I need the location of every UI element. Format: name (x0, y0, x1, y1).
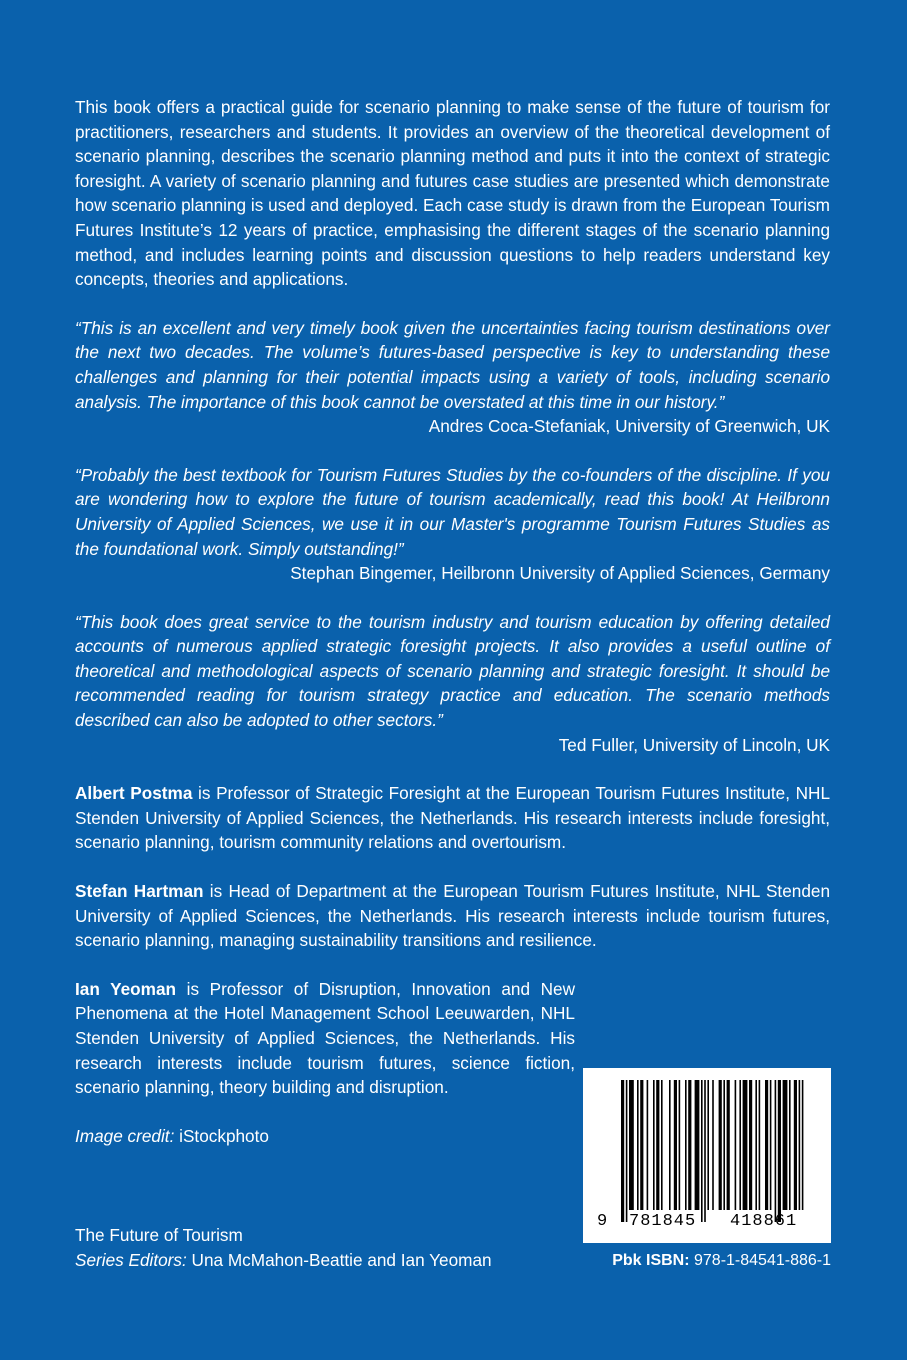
author-name-2: Stefan Hartman (75, 881, 204, 902)
barcode (583, 1068, 831, 1243)
isbn-label: Pbk ISBN: (612, 1252, 690, 1269)
series-info (75, 1223, 492, 1272)
author-bio-3 (75, 977, 575, 1100)
series-title: The Future of Tourism (75, 1225, 243, 1245)
series-editors-names: Una McMahon-Beattie and Ian Yeoman (186, 1249, 492, 1270)
book-description: This book offers a practical guide for scenario planning to make sense of the future of tourism for practitioners, researchers and students. It provides an overview of the theoretical development of scenario planning, describes the scenario planning method and puts it into the context of strategic foresight. A variety of scenario planning and futures case studies are presented which demonstrate how scenario planning is used and deployed. Each case study is drawn from the European Tourism Futures Institute’s 12 years of practice, emphasising the different stages of the scenario planning method, and includes learning points and discussion questions to help readers understand key concepts, theories and applications. (75, 97, 830, 290)
barcode-group-2: 418861 (730, 1212, 798, 1231)
author-name-1: Albert Postma (75, 783, 193, 804)
author-bio-text-1: is Professor of Strategic Foresight at the European Tourism Futures Institute, NHL Stenden University of Applied Sciences, the Netherlands. His research interests include foresight, scenario planning, tourism community relations and overtourism. (75, 783, 830, 853)
author-bio-text-2: is Head of Department at the European Tourism Futures Institute, NHL Stenden University of Applied Sciences, the Netherlands. His research interests include tourism futures, scenario planning, managing sustainability transitions and resilience. (75, 881, 830, 951)
series-editors-label: Series Editors: (75, 1249, 187, 1270)
image-credit-label: Image credit: (75, 1125, 175, 1146)
author-bio-2 (75, 879, 830, 953)
review-quote-1: “This is an excellent and very timely book given the uncertainties facing tourism destinations over the next two decades. The volume’s futures-based perspective is key to understanding these challenges and planning for their potential impacts using a variety of tools, including scenario analysis. The importance of this book cannot be overstated at this time in our history.” (75, 317, 830, 412)
author-name-3: Ian Yeoman (75, 978, 177, 999)
author-bio-text-3: is Professor of Disruption, Innovation and New Phenomena at the Hotel Management School Leeuwarden, NHL Stenden University of Applied Sciences, the Netherlands. His research interests include tourism futures, science fiction, scenario planning, theory building and disruption. (75, 978, 575, 1098)
review-attribution-1: Andres Coca-Stefaniak, University of Greenwich, UK (428, 416, 830, 437)
isbn-value: 978-1-84541-886-1 (689, 1252, 831, 1269)
barcode-lead-digit: 9 (597, 1212, 609, 1231)
author-bio-1 (75, 781, 830, 855)
back-cover-text (75, 95, 830, 1148)
image-credit-value: iStockphoto (174, 1125, 269, 1146)
review-attribution-3: Ted Fuller, University of Lincoln, UK (558, 734, 830, 755)
review-quote-2: “Probably the best textbook for Tourism Futures Studies by the co-founders of the discipline. If you are wondering how to explore the future of tourism academically, read this book! At Heilbronn University of Applied Sciences, we use it in our Master's programme Tourism Futures Studies as the foundational work. Simply outstanding!” (75, 464, 830, 559)
review-attribution-2: Stephan Bingemer, Heilbronn University of Applied Sciences, Germany (290, 563, 830, 584)
series-editors (75, 1248, 492, 1273)
barcode-group-1: 781845 (629, 1212, 697, 1231)
review-quote-3: “This book does great service to the tourism industry and tourism education by offering detailed accounts of numerous applied strategic foresight projects. It also provides a useful outline of theoretical and methodological aspects of scenario planning and strategic foresight. It should be recommended reading for tourism strategy practice and education. The scenario methods described can also be adopted to other sectors.” (75, 611, 830, 731)
isbn-line (583, 1250, 831, 1272)
